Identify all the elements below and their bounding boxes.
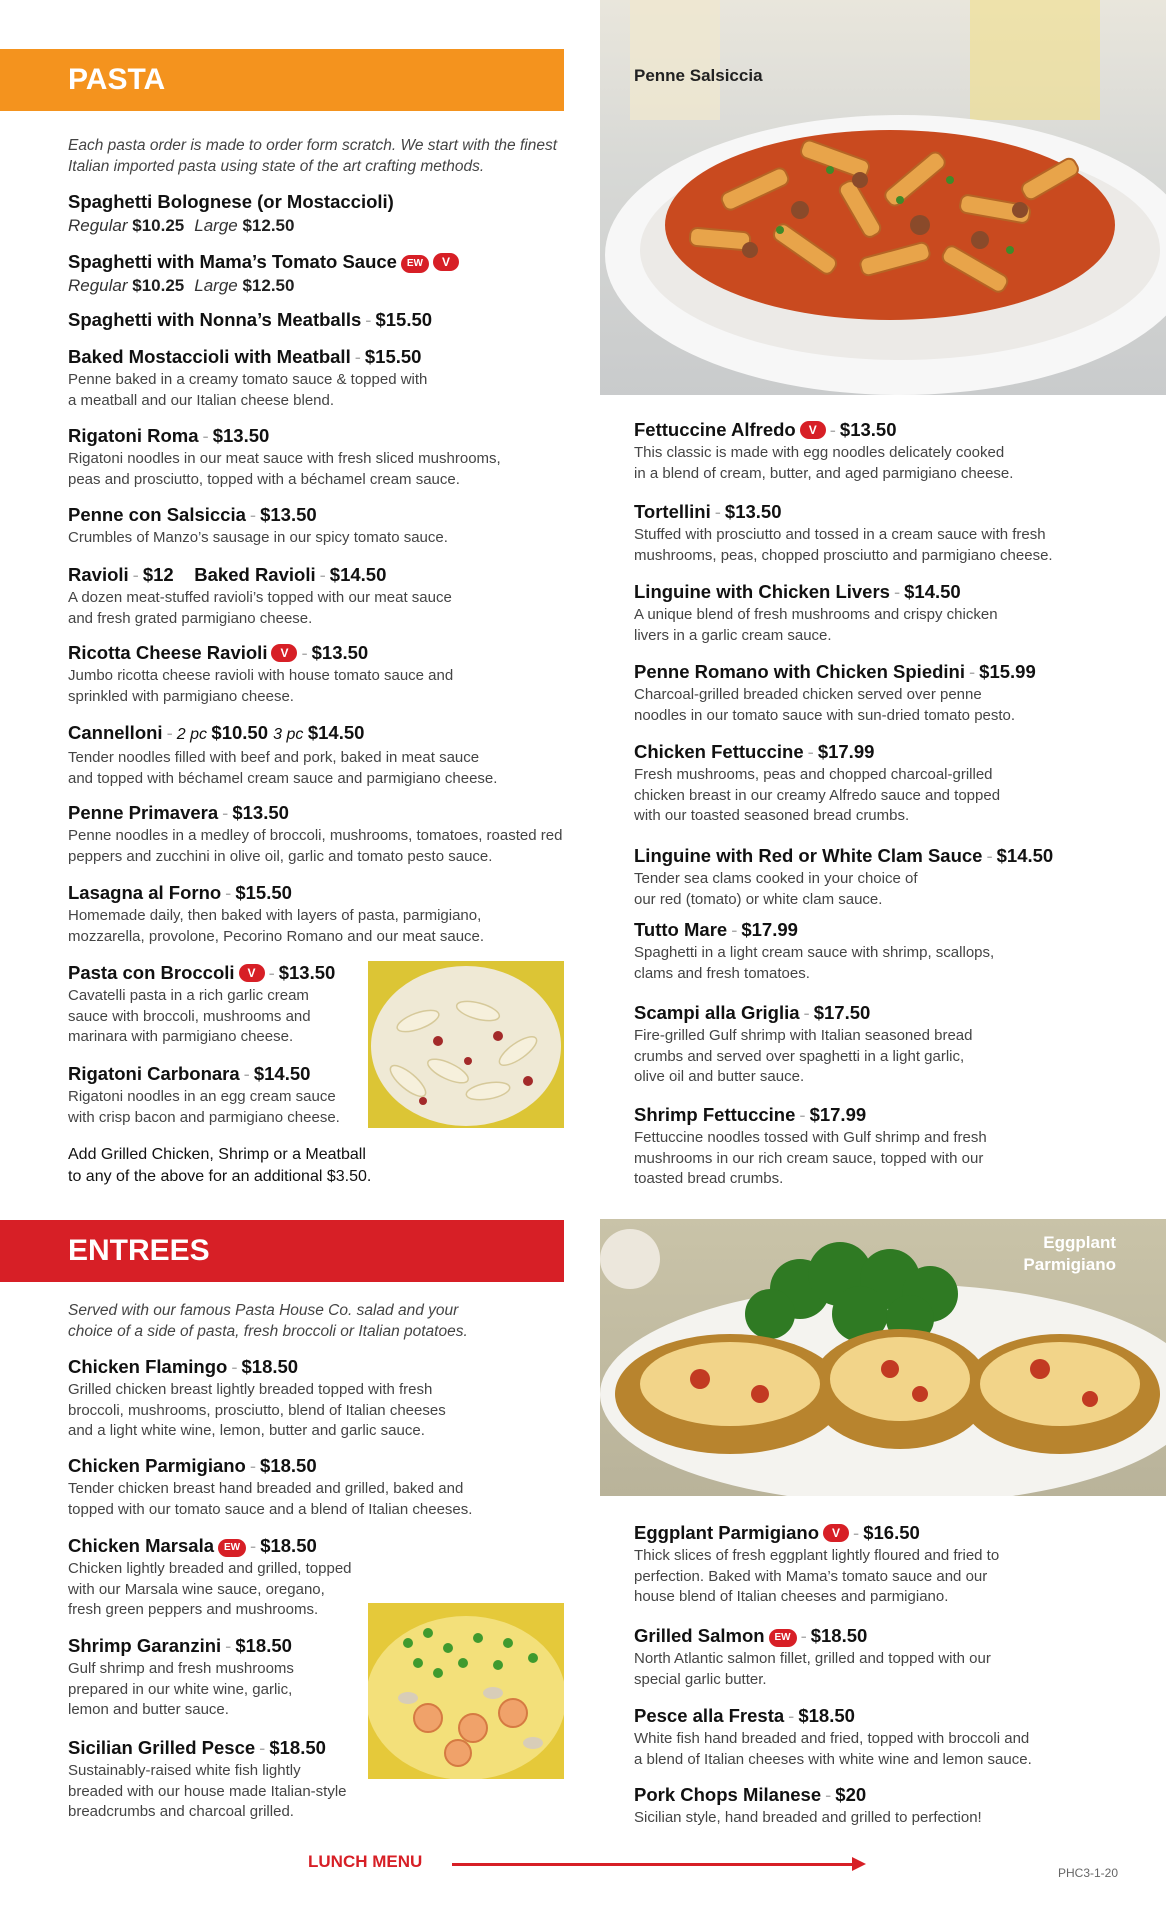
item-description: Tender sea clams cooked in your choice of our red (tomato) or white clam sauce.: [634, 870, 918, 908]
menu-item-title: [68, 961, 335, 985]
separator: -: [800, 1625, 807, 1646]
pasta-intro: Each pasta order is made to order form scratch. We start with the finest Italian imported pasta using state of the art crafting methods.: [68, 137, 558, 175]
separator: -: [132, 564, 139, 585]
item-description: Crumbles of Manzo’s sausage in our spicy tomato sauce.: [68, 529, 448, 546]
item-description: This classic is made with egg noodles delicately cooked in a blend of cream, butter, and aged parmigiano cheese.: [634, 444, 1014, 482]
menu-item-title: [68, 721, 497, 747]
size-price: $10.25: [132, 216, 185, 235]
item-price: $12: [142, 564, 174, 585]
item-price: $14.50: [253, 1063, 311, 1084]
menu-item-title: [634, 580, 998, 604]
arrow-right-icon[interactable]: [852, 1857, 866, 1871]
item-description: Penne baked in a creamy tomato sauce & topped with a meatball and our Italian cheese blend.: [68, 371, 428, 409]
menu-item: [68, 1534, 352, 1621]
item-name: Chicken Marsala: [68, 1535, 215, 1556]
item-description: Tender noodles filled with beef and pork, baked in meat sauce and topped with béchamel cream sauce and parmigiano cheese.: [68, 749, 498, 787]
item-price: $13.50: [212, 425, 270, 446]
menu-item-title: [634, 1521, 999, 1545]
item-price: $10.50: [211, 722, 269, 743]
separator: -: [969, 661, 976, 682]
menu-item: [634, 1783, 982, 1829]
menu-item: [634, 918, 994, 984]
separator: -: [829, 419, 836, 440]
item-price: $14.50: [996, 845, 1054, 866]
penne-salsiccia-caption: Penne Salsiccia: [634, 66, 763, 85]
menu-item-title: [68, 1062, 340, 1086]
size-price: $10.25: [132, 276, 185, 295]
menu-item-title: [634, 1001, 973, 1025]
menu-item: [634, 1704, 1032, 1770]
item-price: $17.50: [813, 1002, 871, 1023]
menu-item: [68, 801, 562, 867]
menu-item-title: [68, 503, 448, 527]
item-description: A dozen meat-stuffed ravioli’s topped with our meat sauce and fresh grated parmigiano cheese.: [68, 589, 452, 627]
shrimp-illustration: [368, 1603, 564, 1779]
item-name: Tutto Mare: [634, 919, 728, 940]
item-price: $16.50: [863, 1522, 920, 1543]
size-label-2: 3 pc: [273, 726, 308, 743]
item-name: Scampi alla Griglia: [634, 1002, 800, 1023]
pasta-addon-note: Add Grilled Chicken, Shrimp or a Meatball to any of the above for an additional $3.50.: [68, 1146, 372, 1185]
menu-item: [68, 1062, 340, 1128]
separator: -: [731, 919, 738, 940]
menu-item: [68, 961, 335, 1048]
item-price: $18.50: [235, 1635, 292, 1656]
separator: -: [319, 564, 326, 585]
menu-item-title: [68, 1355, 446, 1379]
item-price: $13.50: [724, 501, 782, 522]
vegetarian-badge-icon: V: [823, 1524, 849, 1542]
menu-item: [634, 1624, 991, 1690]
separator: -: [231, 1356, 238, 1377]
item-name: Linguine with Red or White Clam Sauce: [634, 845, 983, 866]
separator: -: [986, 845, 993, 866]
separator: -: [268, 962, 275, 983]
separator: -: [225, 1635, 232, 1656]
item-name: Chicken Parmigiano: [68, 1455, 246, 1476]
menu-item: [68, 1355, 446, 1442]
item-name: Pesce alla Fresta: [634, 1705, 785, 1726]
menu-item-title: [68, 424, 501, 448]
item-name: Spaghetti with Mama’s Tomato Sauce: [68, 251, 397, 272]
menu-item: [68, 503, 448, 549]
item-name: Pork Chops Milanese: [634, 1784, 822, 1805]
item-name: Chicken Fettuccine: [634, 741, 804, 762]
menu-item: [68, 424, 501, 490]
size-price: $12.50: [242, 216, 295, 235]
item-price: $13.50: [232, 802, 289, 823]
item-name: Pasta con Broccoli: [68, 962, 235, 983]
separator: -: [354, 346, 361, 367]
item-name: Linguine with Chicken Livers: [634, 581, 890, 602]
menu-item-title: [68, 308, 432, 332]
item-price: $18.50: [260, 1455, 317, 1476]
size-label: Large: [194, 216, 243, 235]
item-description: Rigatoni noodles in an egg cream sauce with crisp bacon and parmigiano cheese.: [68, 1088, 340, 1126]
menu-item: [68, 308, 432, 332]
separator: -: [301, 642, 308, 663]
item-description: A unique blend of fresh mushrooms and crispy chicken livers in a garlic cream sauce.: [634, 606, 998, 644]
item-description: North Atlantic salmon fillet, grilled and topped with our special garlic butter.: [634, 1650, 991, 1688]
item-name: Chicken Flamingo: [68, 1356, 228, 1377]
item-description: Fettuccine noodles tossed with Gulf shrimp and fresh mushrooms in our rich cream sauce, topped with our toasted bread crumbs.: [634, 1129, 987, 1187]
menu-item-title: [68, 345, 427, 369]
item-name: Eggplant Parmigiano: [634, 1522, 820, 1543]
menu-item-title: [68, 250, 459, 274]
size-prices: [68, 214, 394, 237]
menu-item: [68, 1454, 472, 1520]
separator: -: [788, 1705, 795, 1726]
separator: -: [243, 1063, 250, 1084]
item-description: Charcoal-grilled breaded chicken served over penne noodles in our tomato sauce with sun-dried tomato pesto.: [634, 686, 1016, 724]
menu-item-title: [634, 918, 994, 942]
item-price: $13.50: [278, 962, 336, 983]
separator: -: [853, 1522, 860, 1543]
item-name: Shrimp Fettuccine: [634, 1104, 796, 1125]
cavatelli-illustration: [368, 961, 564, 1128]
menu-item-title: [634, 500, 1053, 524]
item-name: Fettuccine Alfredo: [634, 419, 796, 440]
lunch-menu-link[interactable]: LUNCH MENU: [308, 1852, 423, 1871]
menu-item-title: [634, 660, 1036, 684]
eat-well-badge-icon: EW: [218, 1539, 246, 1557]
item-description: Sustainably-raised white fish lightly breaded with our house made Italian-style breadcrumbs and charcoal grilled.: [68, 1762, 347, 1820]
menu-item-title: [68, 190, 394, 214]
item-name: Spaghetti Bolognese (or Mostaccioli): [68, 191, 394, 212]
item-price: $14.50: [904, 581, 961, 602]
menu-item: [634, 580, 998, 646]
item-price: $15.50: [235, 882, 292, 903]
item-name-2: Baked Ravioli: [194, 564, 316, 585]
size-price: $12.50: [242, 276, 295, 295]
menu-item: [68, 1736, 347, 1823]
item-name: Sicilian Grilled Pesce: [68, 1737, 256, 1758]
shrimp-garanzini-photo: [368, 1603, 564, 1779]
item-description: Homemade daily, then baked with layers of pasta, parmigiano, mozzarella, provolone, Pecorino Romano and our meat sauce.: [68, 907, 485, 945]
menu-item-title: [634, 1624, 991, 1648]
item-price-2: $14.50: [307, 722, 365, 743]
vegetarian-badge-icon: V: [271, 644, 297, 662]
menu-item: [68, 345, 427, 411]
menu-item: [634, 844, 1053, 910]
separator: -: [825, 1784, 832, 1805]
spacer: [174, 564, 195, 585]
item-description: Jumbo ricotta cheese ravioli with house tomato sauce and sprinkled with parmigiano cheese.: [68, 667, 454, 705]
item-description: Grilled chicken breast lightly breaded topped with fresh broccoli, mushrooms, prosciutto, blend of Italian cheeses and a light white wine, lemon, butter and garlic sauce.: [68, 1381, 446, 1439]
menu-item-title: [68, 881, 484, 905]
menu-item: [634, 1521, 999, 1608]
menu-item-title: [68, 1634, 294, 1658]
menu-item: [68, 563, 452, 629]
menu-item-title: [634, 418, 1013, 442]
item-name: Rigatoni Roma: [68, 425, 199, 446]
item-description: Spaghetti in a light cream sauce with shrimp, scallops, clams and fresh tomatoes.: [634, 944, 995, 982]
menu-item: [68, 190, 394, 237]
menu-item-title: [68, 1736, 347, 1760]
item-price: $17.99: [741, 919, 798, 940]
menu-item-title: [634, 844, 1053, 868]
menu-item: [68, 1634, 294, 1721]
vegetarian-badge-icon: V: [800, 421, 826, 439]
item-description: White fish hand breaded and fried, topped with broccoli and a blend of Italian cheeses with white wine and lemon sauce.: [634, 1730, 1032, 1768]
lunch-menu-arrow[interactable]: [452, 1863, 854, 1866]
item-name: Penne con Salsiccia: [68, 504, 246, 525]
pasta-heading: PASTA: [0, 49, 564, 111]
menu-item-title: [68, 641, 453, 665]
separator: -: [250, 1535, 257, 1556]
item-name: Cannelloni: [68, 722, 163, 743]
item-price: $15.99: [979, 661, 1036, 682]
item-price: $18.50: [241, 1356, 299, 1377]
vegetarian-badge-icon: V: [433, 253, 459, 271]
item-price: $18.50: [810, 1625, 868, 1646]
item-description: Cavatelli pasta in a rich garlic cream sauce with broccoli, mushrooms and marinara with parmigiano cheese.: [68, 987, 311, 1045]
item-name: Ravioli: [68, 564, 129, 585]
menu-item-title: [634, 1704, 1032, 1728]
separator: -: [249, 1455, 257, 1476]
item-description: Fresh mushrooms, peas and chopped charcoal-grilled chicken breast in our creamy Alfredo sauce and topped with our toasted seasoned bread crumbs.: [634, 766, 1001, 824]
entrees-intro: Served with our famous Pasta House Co. salad and your choice of a side of pasta, fresh broccoli or Italian potatoes.: [68, 1302, 468, 1340]
separator: -: [225, 882, 232, 903]
menu-item-title: [634, 740, 1000, 764]
penne-illustration: [600, 0, 1166, 395]
item-price: $13.50: [839, 419, 897, 440]
vegetarian-badge-icon: V: [239, 964, 265, 982]
menu-item-title: [634, 1783, 982, 1807]
menu-item: [634, 1001, 973, 1088]
item-price: $20: [835, 1784, 867, 1805]
item-description: Stuffed with prosciutto and tossed in a cream sauce with fresh mushrooms, peas, chopped prosciutto and parmigiano cheese.: [634, 526, 1053, 564]
item-name: Ricotta Cheese Ravioli: [68, 642, 268, 663]
menu-item: [68, 641, 453, 707]
item-description: Rigatoni noodles in our meat sauce with fresh sliced mushrooms, peas and prosciutto, topped with a béchamel cream sauce.: [68, 450, 501, 488]
item-description: Gulf shrimp and fresh mushrooms prepared in our white wine, garlic, lemon and butter sauce.: [68, 1660, 294, 1718]
item-description: Sicilian style, hand breaded and grilled to perfection!: [634, 1809, 982, 1826]
item-name: Rigatoni Carbonara: [68, 1063, 240, 1084]
menu-item: [634, 660, 1036, 726]
item-name: Baked Mostaccioli with Meatball: [68, 346, 351, 367]
pasta-con-broccoli-photo: [368, 961, 564, 1128]
item-description: Penne noodles in a medley of broccoli, mushrooms, tomatoes, roasted red peppers and zucchini in olive oil, garlic and tomato pesto sauce.: [68, 827, 563, 865]
item-price: $17.99: [809, 1104, 867, 1125]
separator: -: [259, 1737, 266, 1758]
separator: -: [365, 309, 372, 330]
item-name: Penne Romano with Chicken Spiedini: [634, 661, 965, 682]
item-name: Grilled Salmon: [634, 1625, 765, 1646]
size-prices: [68, 274, 459, 297]
separator: -: [799, 1104, 806, 1125]
separator: -: [222, 802, 229, 823]
menu-item-title: [68, 563, 452, 587]
item-price: $17.99: [817, 741, 875, 762]
menu-item: [634, 1103, 987, 1190]
size-label: Large: [194, 276, 243, 295]
item-price-2: $14.50: [329, 564, 387, 585]
menu-item-title: [68, 1454, 472, 1478]
separator: -: [893, 581, 901, 602]
menu-item-title: [68, 1534, 352, 1558]
menu-item: [68, 881, 484, 947]
menu-item-title: [634, 1103, 987, 1127]
separator: -: [807, 741, 814, 762]
item-price: $18.50: [269, 1737, 326, 1758]
item-price: $18.50: [260, 1535, 317, 1556]
menu-item: [634, 418, 1013, 484]
eat-well-badge-icon: EW: [401, 255, 429, 273]
item-name: Lasagna al Forno: [68, 882, 222, 903]
item-description: Thick slices of fresh eggplant lightly floured and fried to perfection. Baked with Mama’s tomato sauce and our house blend of Italian cheeses and parmigiano.: [634, 1547, 1000, 1605]
menu-item: [68, 721, 497, 789]
item-name: Shrimp Garanzini: [68, 1635, 222, 1656]
penne-salsiccia-photo: [600, 0, 1166, 395]
menu-item: [68, 250, 459, 297]
separator: -: [202, 425, 209, 446]
item-name: Spaghetti with Nonna’s Meatballs: [68, 309, 362, 330]
item-price: $13.50: [260, 504, 317, 525]
item-description: Fire-grilled Gulf shrimp with Italian seasoned bread crumbs and served over spaghetti in a light garlic, olive oil and butter sauce.: [634, 1027, 973, 1085]
item-price: $13.50: [311, 642, 369, 663]
item-description: Chicken lightly breaded and grilled, topped with our Marsala wine sauce, oregano, fresh green peppers and mushrooms.: [68, 1560, 352, 1618]
menu-code: PHC3-1-20: [1058, 1866, 1119, 1880]
entrees-heading: ENTREES: [0, 1220, 564, 1282]
size-label: Regular: [68, 216, 133, 235]
item-price: $15.50: [364, 346, 422, 367]
menu-item: [634, 740, 1000, 827]
size-label: Regular: [68, 276, 133, 295]
size-label: 2 pc: [176, 726, 212, 743]
item-name: Penne Primavera: [68, 802, 219, 823]
separator: -: [714, 501, 721, 522]
item-description: Tender chicken breast hand breaded and grilled, baked and topped with our tomato sauce and a blend of Italian cheeses.: [68, 1480, 473, 1518]
separator: -: [166, 722, 173, 743]
menu-item-title: [68, 801, 562, 825]
item-name: Tortellini: [634, 501, 711, 522]
separator: -: [803, 1002, 810, 1023]
separator: -: [249, 504, 257, 525]
eat-well-badge-icon: EW: [769, 1629, 797, 1647]
eggplant-parmigiano-caption: Eggplant Parmigiano: [1023, 1233, 1116, 1274]
menu-item: [634, 500, 1053, 566]
item-price: $18.50: [798, 1705, 855, 1726]
item-price: $15.50: [375, 309, 433, 330]
